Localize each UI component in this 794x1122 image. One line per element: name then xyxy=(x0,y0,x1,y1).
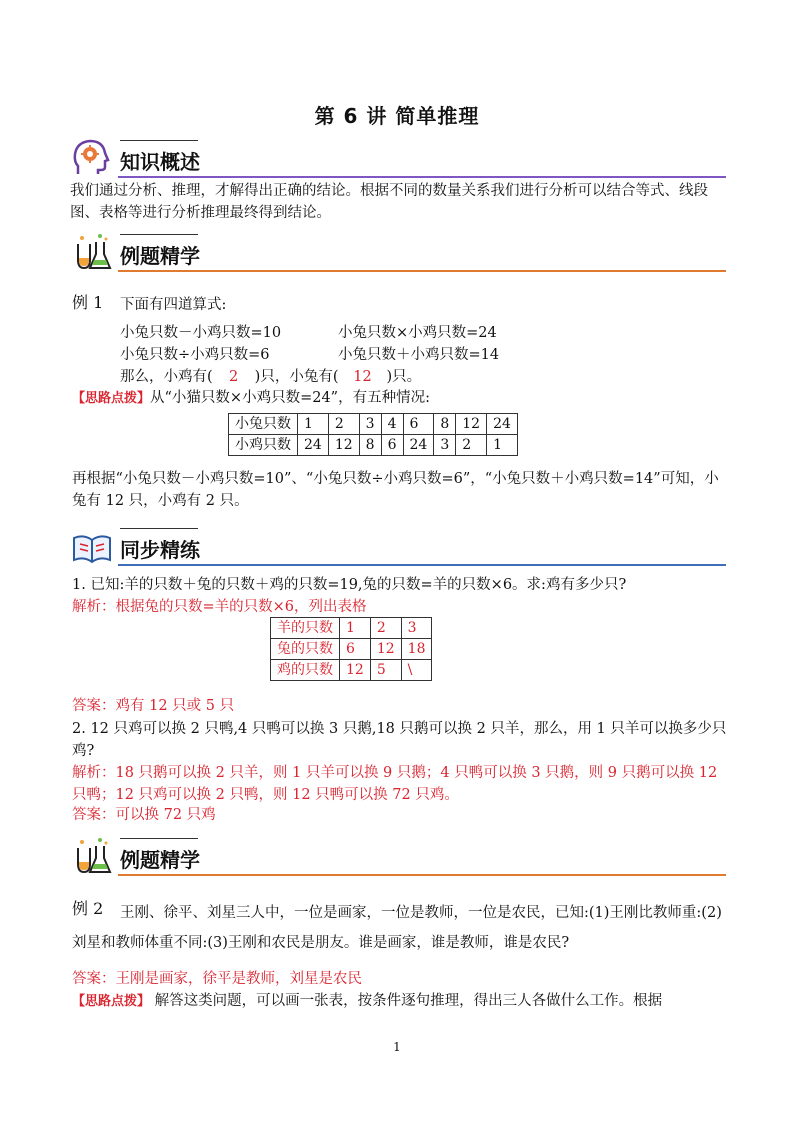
table-cell: 3 xyxy=(434,435,456,456)
practice-q2-analysis: 解析：18 只鹅可以换 2 只羊，则 1 只羊可以换 9 只鹅；4 只鸭可以换 3 只鹅，则 9 只鹅可以换 12 只鸭；12 只鸡可以换 2 只鸭，则 12 只鸭可以换 72 只鸡。 xyxy=(72,765,718,803)
table-cell: 24 xyxy=(298,435,329,456)
table-cell: 3 xyxy=(359,414,381,435)
table-cell: 2 xyxy=(328,414,359,435)
lab-flask-icon xyxy=(70,834,114,878)
table-row xyxy=(229,414,518,435)
page-number: 1 xyxy=(393,1040,401,1054)
rabbit-chicken-table xyxy=(228,413,518,456)
practice-q1-answer: 答案：鸡有 12 只或 5 只 xyxy=(72,698,235,714)
example1-eq1: 小兔只数－小鸡只数=10 xyxy=(120,325,282,341)
open-book-icon xyxy=(70,524,114,568)
table-cell: 12 xyxy=(456,414,487,435)
table-cell: 12 xyxy=(340,660,371,681)
lab-flask-icon xyxy=(70,230,114,274)
table-cell: 8 xyxy=(434,414,456,435)
example1-eq2: 小兔只数×小鸡只数=24 xyxy=(338,325,497,341)
table-cell: 12 xyxy=(328,435,359,456)
example1-hint xyxy=(72,387,430,410)
table-cell: 1 xyxy=(487,435,518,456)
sheep-rabbit-chicken-table xyxy=(270,617,432,681)
example1-eq4: 小兔只数＋小鸡只数=14 xyxy=(338,347,500,363)
row-header-cell: 羊的只数 xyxy=(271,618,340,639)
head-brain-icon xyxy=(70,136,114,180)
table-cell: 8 xyxy=(359,435,381,456)
example1-intro: 下面有四道算式: xyxy=(120,297,227,313)
table-cell: 24 xyxy=(403,435,434,456)
practice-q1-analysis: 解析：根据兔的只数=羊的只数×6，列出表格 xyxy=(72,599,367,615)
example2-hint xyxy=(72,990,732,1013)
table-row xyxy=(271,639,432,660)
table-cell: \ xyxy=(401,660,432,681)
hint-text: 解答这类问题，可以画一张表，按条件逐句推理，得出三人各做什么工作。根据 xyxy=(154,993,663,1009)
table-row xyxy=(271,618,432,639)
section-example-title-2: 例题精学 xyxy=(120,848,200,872)
table-cell: 12 xyxy=(370,639,401,660)
row-header-cell: 鸡的只数 xyxy=(271,660,340,681)
table-cell: 2 xyxy=(370,618,401,639)
table-cell: 18 xyxy=(401,639,432,660)
example1-eq3: 小兔只数÷小鸡只数=6 xyxy=(120,347,270,363)
overview-text: 我们通过分析、推理，才解得出正确的结论。根据不同的数量关系我们进行分析可以结合等式、线段图、表格等进行分析推理最终得到结论。 xyxy=(70,183,708,221)
row-header-cell: 小鸡只数 xyxy=(229,435,298,456)
table-cell: 6 xyxy=(381,435,403,456)
table-cell: 4 xyxy=(381,414,403,435)
example2-text: 王刚、徐平、刘星三人中，一位是画家，一位是教师，一位是农民，已知:(1)王刚比教师重:(2)刘星和教师体重不同:(3)王刚和农民是朋友。谁是画家，谁是教师，谁是农民? xyxy=(72,905,722,951)
table-row xyxy=(271,660,432,681)
answer-rabbit: 12 xyxy=(353,369,372,385)
example2-label: 例 2 xyxy=(72,899,104,918)
table-cell: 6 xyxy=(403,414,434,435)
table-cell: 5 xyxy=(370,660,401,681)
row-header-cell: 兔的只数 xyxy=(271,639,340,660)
question-part-b: )只，小兔有( xyxy=(254,369,339,385)
row-header-cell: 小兔只数 xyxy=(229,414,298,435)
question-part-a: 那么，小鸡有( xyxy=(120,369,213,385)
section-practice-header xyxy=(70,524,726,574)
hint-label: 【思路点拨】 xyxy=(72,994,151,1009)
example1-question xyxy=(120,366,421,388)
table-cell: 6 xyxy=(340,639,371,660)
section-example-header-1 xyxy=(70,230,726,280)
table-row xyxy=(229,435,518,456)
section-overview-title: 知识概述 xyxy=(120,150,200,174)
example1-label: 例 1 xyxy=(72,293,104,312)
example2-answer: 答案：王刚是画家，徐平是教师，刘星是农民 xyxy=(72,971,362,987)
answer-chicken: 2 xyxy=(229,369,239,385)
table-cell: 2 xyxy=(456,435,487,456)
practice-q2: 2. 12 只鸡可以换 2 只鸭,4 只鸭可以换 3 只鹅,18 只鹅可以换 2 只羊，那么，用 1 只羊可以换多少只鸡? xyxy=(72,721,727,759)
practice-q2-answer: 答案：可以换 72 只鸡 xyxy=(72,807,216,823)
table-cell: 3 xyxy=(401,618,432,639)
table-cell: 24 xyxy=(487,414,518,435)
example1-conclusion: 再根据“小兔只数－小鸡只数=10”、“小兔只数÷小鸡只数=6”，“小兔只数＋小鸡只数=14”可知，小兔有 12 只，小鸡有 2 只。 xyxy=(72,471,719,509)
hint-text: 从“小猫只数×小鸡只数=24”，有五种情况: xyxy=(150,390,430,406)
hint-label: 【思路点拨】 xyxy=(72,391,151,406)
practice-q1: 1. 已知:羊的只数＋兔的只数＋鸡的只数=19,兔的只数=羊的只数×6。求:鸡有多少只? xyxy=(72,577,627,593)
section-example-header-2 xyxy=(70,834,726,884)
section-practice-title: 同步精练 xyxy=(120,538,200,562)
page-title: 第 6 讲 简单推理 xyxy=(314,104,480,128)
table-cell: 1 xyxy=(340,618,371,639)
section-overview-header xyxy=(70,136,726,186)
question-part-c: )只。 xyxy=(386,369,422,385)
section-example-title-1: 例题精学 xyxy=(120,244,200,268)
table-cell: 1 xyxy=(298,414,329,435)
